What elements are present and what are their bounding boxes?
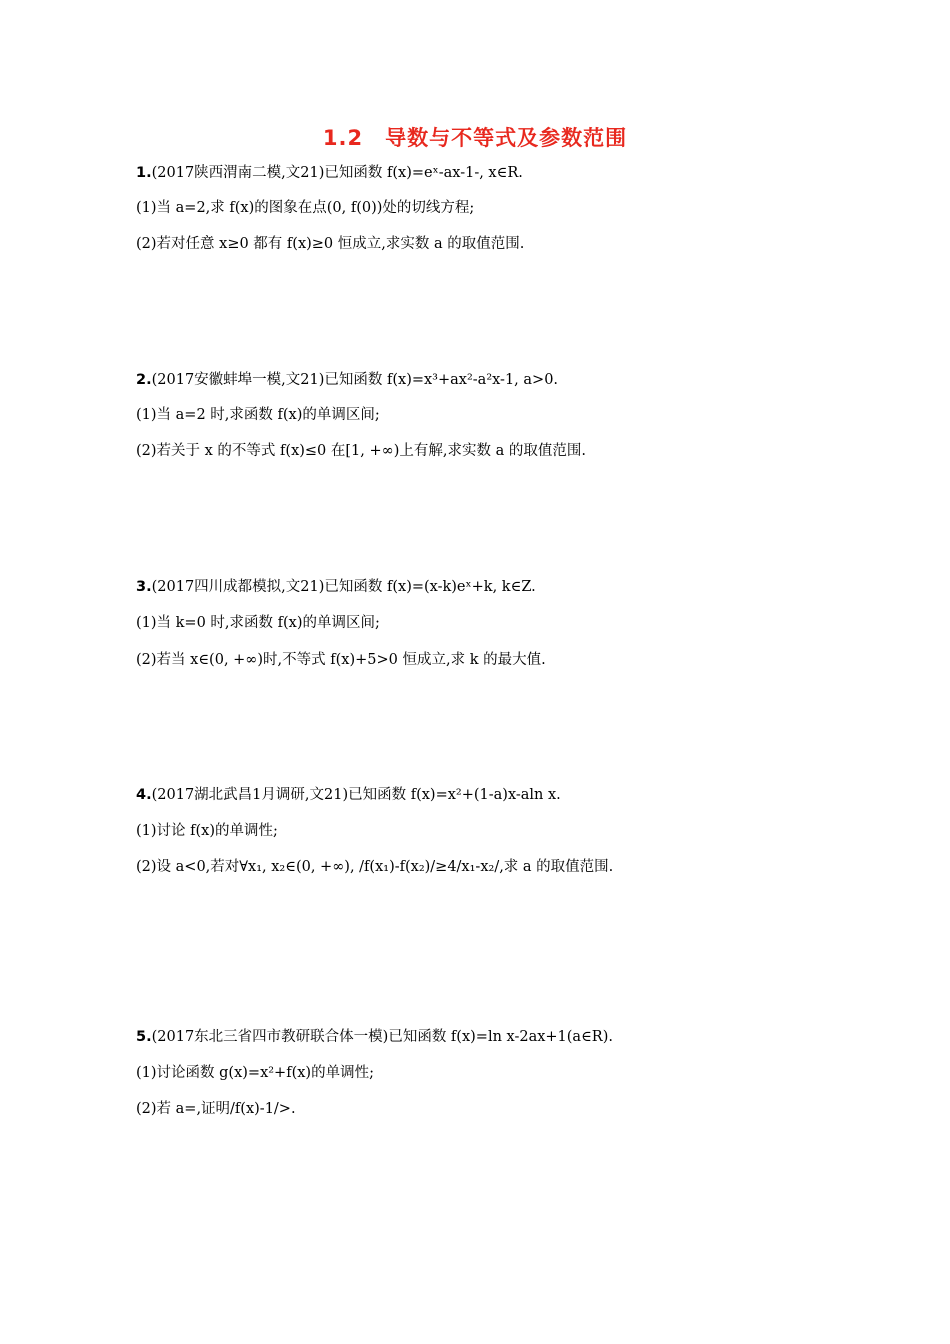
problem-2-stem-line (136, 370, 558, 390)
page-title: 1.2 导数与不等式及参数范围 (322, 126, 628, 150)
problem-3-number: 3. (136, 579, 152, 595)
problem-3-part-2: (2)若当 x∈(0, +∞)时,不等式 f(x)+5>0 恒成立,求 k 的最大值. (136, 652, 546, 668)
problem-4-stem-line (136, 785, 561, 805)
problem-1-part-2: (2)若对任意 x≥0 都有 f(x)≥0 恒成立,求实数 a 的取值范围. (136, 236, 525, 252)
problem-4-stem: (2017湖北武昌1月调研,文21)已知函数 f(x)=x²+(1-a)x-aln x. (151, 787, 561, 803)
problem-2-stem: (2017安徽蚌埠一模,文21)已知函数 f(x)=x³+ax²-a²x-1, a>0. (151, 372, 559, 388)
problem-3-part-1: (1)当 k=0 时,求函数 f(x)的单调区间; (136, 615, 380, 631)
problem-3-stem: (2017四川成都模拟,文21)已知函数 f(x)=(x-k)eˣ+k, k∈Z. (151, 579, 536, 595)
problem-4-number: 4. (136, 787, 152, 803)
problem-5-stem-line (136, 1027, 613, 1047)
problem-2-number: 2. (136, 372, 152, 388)
problem-4-part-1: (1)讨论 f(x)的单调性; (136, 823, 278, 839)
problem-5-number: 5. (136, 1029, 152, 1045)
problem-5-part-2: (2)若 a=,证明/f(x)-1/>. (136, 1101, 296, 1117)
problem-5-part-1: (1)讨论函数 g(x)=x²+f(x)的单调性; (136, 1065, 374, 1081)
problem-1-stem: (2017陕西渭南二模,文21)已知函数 f(x)=eˣ-ax-1-, x∈R. (151, 165, 523, 181)
problem-1-part-1: (1)当 a=2,求 f(x)的图象在点(0, f(0))处的切线方程; (136, 200, 475, 216)
problem-4-part-2: (2)设 a<0,若对∀x₁, x₂∈(0, +∞), /f(x₁)-f(x₂)/≥4/x₁-x₂/,求 a 的取值范围. (136, 859, 614, 875)
problem-3-stem-line (136, 577, 536, 597)
problem-5-stem: (2017东北三省四市教研联合体一模)已知函数 f(x)=ln x-2ax+1(a∈R). (151, 1029, 613, 1045)
problem-1-number: 1. (136, 165, 152, 181)
problem-2-part-1: (1)当 a=2 时,求函数 f(x)的单调区间; (136, 407, 380, 423)
problem-1-stem-line (136, 163, 523, 183)
problem-2-part-2: (2)若关于 x 的不等式 f(x)≤0 在[1, +∞)上有解,求实数 a 的取值范围. (136, 443, 586, 459)
